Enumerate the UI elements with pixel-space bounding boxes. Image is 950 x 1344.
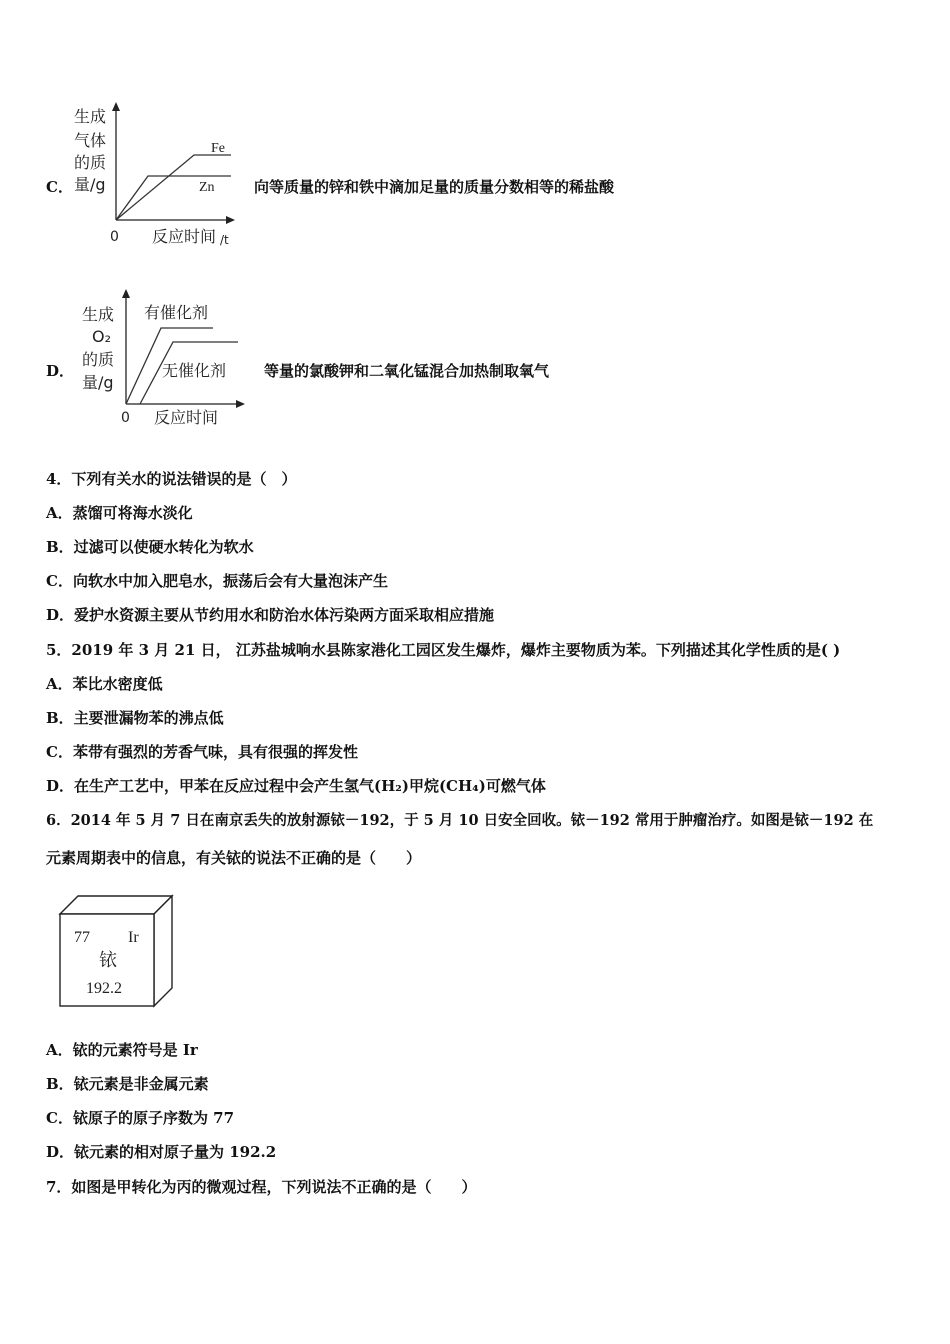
q5-stem: 5．2019 年 3 月 21 日， 江苏盐城响水县陈家港化工园区发生爆炸，爆炸主要物质为苯。下列描述其化学性质的是( ): [46, 641, 841, 659]
q6-option-c: C．铱原子的原子序数为 77: [46, 1109, 235, 1127]
c-ylabel-4: 量/g: [74, 175, 106, 194]
c-ylabel-2: 气体: [74, 131, 107, 150]
c-legend-fe: Fe: [211, 141, 225, 156]
q6-option-a: A．铱的元素符号是 Ir: [46, 1041, 198, 1059]
q5-option-a: A．苯比水密度低: [46, 675, 163, 693]
element-card: [56, 892, 186, 1012]
element-card-top: [60, 896, 172, 914]
option-c-description: 向等质量的锌和铁中滴加足量的质量分数相等的稀盐酸: [254, 178, 615, 196]
q4-option-c: C．向软水中加入肥皂水，振荡后会有大量泡沫产生: [46, 572, 388, 590]
q5-option-d: D．在生产工艺中，甲苯在反应过程中会产生氢气(H₂)甲烷(CH₄)可燃气体: [46, 777, 546, 795]
d-ylabel-1: 生成: [82, 305, 115, 324]
q4-option-b: B．过滤可以使硬水转化为软水: [46, 538, 254, 556]
element-mass: 192.2: [86, 980, 122, 997]
q4-stem: 4．下列有关水的说法错误的是（ ）: [46, 470, 297, 488]
d-x-arrow: [236, 400, 245, 408]
d-xlabel: 反应时间: [154, 408, 219, 427]
c-ylabel-1: 生成: [74, 107, 107, 126]
c-legend-zn: Zn: [199, 180, 215, 195]
option-d-chart: [78, 286, 253, 431]
option-c-letter: C．: [46, 178, 73, 196]
element-number: 77: [74, 929, 90, 946]
c-x-arrow: [226, 216, 235, 224]
q6-option-d: D．铱元素的相对原子量为 192.2: [46, 1143, 277, 1161]
d-legend-no-catalyst: 无催化剂: [162, 361, 227, 380]
option-c-chart: [66, 100, 236, 250]
element-name: 铱: [99, 950, 117, 971]
c-y-arrow: [112, 102, 120, 111]
element-card-side: [154, 896, 172, 1006]
q4-option-a: A．蒸馏可将海水淡化: [46, 504, 193, 522]
element-symbol: Ir: [128, 929, 139, 946]
q5-option-b: B．主要泄漏物苯的沸点低: [46, 709, 224, 727]
q6-stem-line2: 元素周期表中的信息，有关铱的说法不正确的是（ ）: [46, 849, 422, 867]
d-ylabel-2: O₂: [92, 327, 112, 346]
d-y-arrow: [122, 289, 130, 298]
c-xunit: /t: [220, 233, 229, 247]
option-d-description: 等量的氯酸钾和二氧化锰混合加热制取氧气: [264, 362, 550, 380]
c-ylabel-3: 的质: [74, 153, 107, 172]
q6-stem-line1: 6．2014 年 5 月 7 日在南京丢失的放射源铱－192，于 5 月 10 日安全回收。铱－192 常用于肿瘤治疗。如图是铱－192 在: [46, 812, 874, 829]
option-d-letter: D．: [46, 362, 75, 380]
d-legend-catalyst: 有催化剂: [144, 303, 209, 322]
d-ylabel-3: 的质: [82, 350, 115, 369]
c-origin: 0: [110, 229, 119, 245]
q6-option-b: B．铱元素是非金属元素: [46, 1075, 209, 1093]
q7-stem: 7．如图是甲转化为丙的微观过程，下列说法不正确的是（ ）: [46, 1178, 477, 1196]
q4-option-d: D．爱护水资源主要从节约用水和防治水体污染两方面采取相应措施: [46, 606, 495, 624]
q5-option-c: C．苯带有强烈的芳香气味，具有很强的挥发性: [46, 743, 358, 761]
d-ylabel-4: 量/g: [82, 373, 114, 392]
c-xlabel: 反应时间: [152, 227, 217, 246]
d-origin: 0: [121, 410, 130, 426]
